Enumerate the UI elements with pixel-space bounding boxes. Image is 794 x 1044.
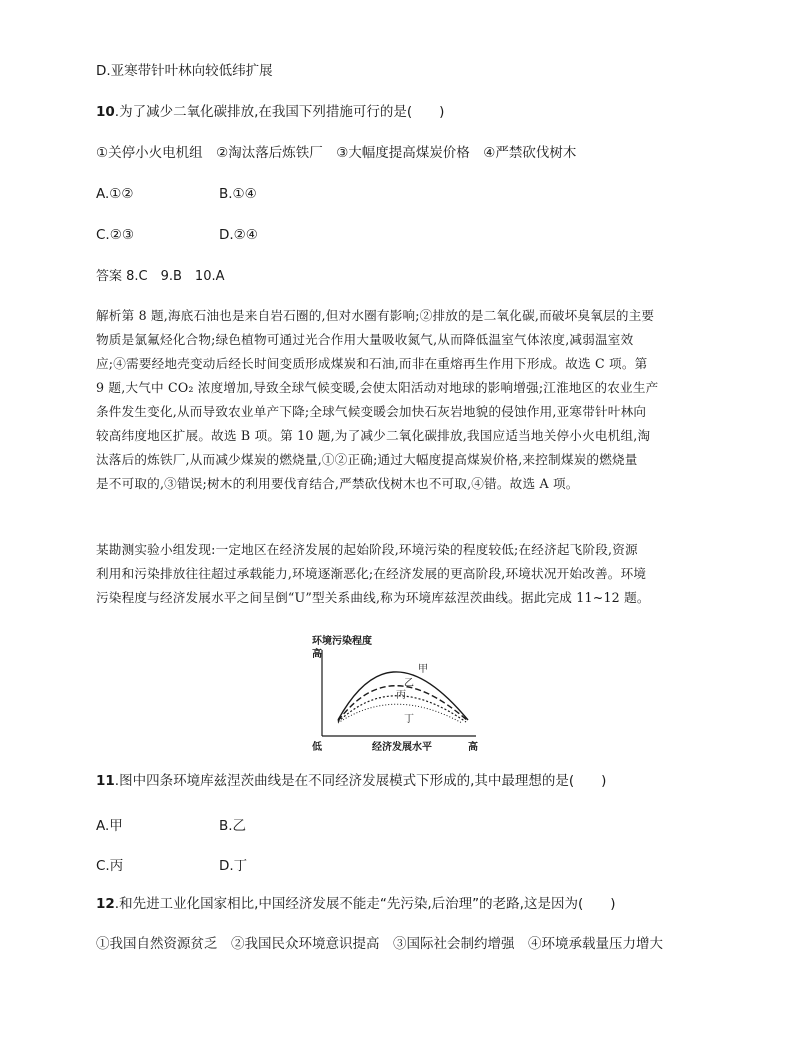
question-10-option-b: B.①④: [219, 186, 257, 202]
kuznets-curve-figure: [300, 632, 500, 752]
question-10-option-a: A.①②: [96, 186, 134, 202]
intro-line: 污染程度与经济发展水平之间呈倒“U”型关系曲线,称为环境库兹涅茨曲线。据此完成 11~12 题。: [96, 590, 650, 605]
analysis-line: 条件发生变化,从而导致农业单产下降;全球气候变暖会加快石灰岩地貌的侵蚀作用,亚寒带针叶林向: [96, 404, 647, 419]
question-11-option-a: A.甲: [96, 818, 123, 834]
curve-label-yi: 乙: [404, 678, 414, 689]
analysis-paragraph: [96, 304, 700, 496]
analysis-line: 解析第 8 题,海底石油也是来自岩石圈的,但对水圈有影响;②排放的是二氧化碳,而破坏臭氧层的主要: [96, 308, 655, 323]
analysis-line: 9 题,大气中 CO₂ 浓度增加,导致全球气候变暖,会使太阳活动对地球的影响增强;江淮地区的农业生产: [96, 380, 659, 395]
question-10-text: .为了减少二氧化碳排放,在我国下列措施可行的是( ): [114, 104, 445, 120]
answer-line: 答案 8.C 9.B 10.A: [96, 269, 225, 284]
question-11-number: 11: [96, 773, 115, 789]
kuznets-curve-svg: [300, 632, 500, 752]
analysis-line: 是不可取的,③错误;树木的利用要伐育结合,严禁砍伐树木也不可取,④错。故选 A 项。: [96, 476, 579, 491]
intro-paragraph: [96, 538, 700, 610]
question-11-option-c: C.丙: [96, 858, 124, 874]
option-d-previous: D.亚寒带针叶林向较低纬扩展: [96, 63, 273, 79]
curve-ding: [338, 704, 462, 723]
intro-line: 利用和污染排放往往超过承载能力,环境逐渐恶化;在经济发展的更高阶段,环境状况开始改善。环境: [96, 566, 647, 581]
y-axis-high-label: 高: [312, 649, 322, 660]
question-10-number: 10: [96, 104, 115, 120]
analysis-line: 汰落后的炼铁厂,从而减少煤炭的燃烧量,①②正确;通过大幅度提高煤炭价格,来控制煤炭的燃烧量: [96, 452, 638, 467]
curve-label-bing: 丙: [396, 690, 406, 701]
analysis-line: 物质是氯氟烃化合物;绿色植物可通过光合作用大量吸收氮气,从而降低温室气体浓度,减弱温室效: [96, 332, 634, 347]
question-11-stem: [96, 772, 606, 790]
question-10-option-d: D.②④: [219, 227, 258, 243]
curve-label-ding: 丁: [404, 714, 414, 725]
question-11-option-b: B.乙: [219, 818, 247, 834]
question-11-option-d: D.丁: [219, 858, 248, 874]
question-12-number: 12: [96, 896, 115, 912]
origin-low-label: 低: [312, 742, 322, 752]
analysis-line: 较高纬度地区扩展。故选 B 项。第 10 题,为了减少二氧化碳排放,我国应适当地关停小火电机组,淘: [96, 428, 651, 443]
question-12-text: .和先进工业化国家相比,中国经济发展不能走“先污染,后治理”的老路,这是因为( ): [114, 896, 616, 912]
question-10-choices: ①关停小火电机组 ②淘汰落后炼铁厂 ③大幅度提高煤炭价格 ④严禁砍伐树木: [96, 145, 577, 161]
curve-label-jia: 甲: [418, 664, 428, 675]
question-10-option-c: C.②③: [96, 227, 134, 243]
question-12-choices: ①我国自然资源贫乏 ②我国民众环境意识提高 ③国际社会制约增强 ④环境承载量压力增大: [96, 936, 663, 952]
question-10-stem: [96, 103, 444, 121]
question-12-stem: [96, 895, 615, 913]
analysis-line: 应;④需要经地壳变动后经长时间变质形成煤炭和石油,而非在重熔再生作用下形成。故选 C 项。第: [96, 356, 648, 371]
y-axis-title: 环境污染程度: [312, 636, 372, 647]
question-11-text: .图中四条环境库兹涅茨曲线是在不同经济发展模式下形成的,其中最理想的是( ): [114, 773, 607, 789]
intro-line: 某勘测实验小组发现:一定地区在经济发展的起始阶段,环境污染的程度较低;在经济起飞阶段,资源: [96, 542, 638, 557]
x-axis-title: 经济发展水平: [372, 742, 432, 752]
x-axis-high-label: 高: [468, 742, 478, 752]
